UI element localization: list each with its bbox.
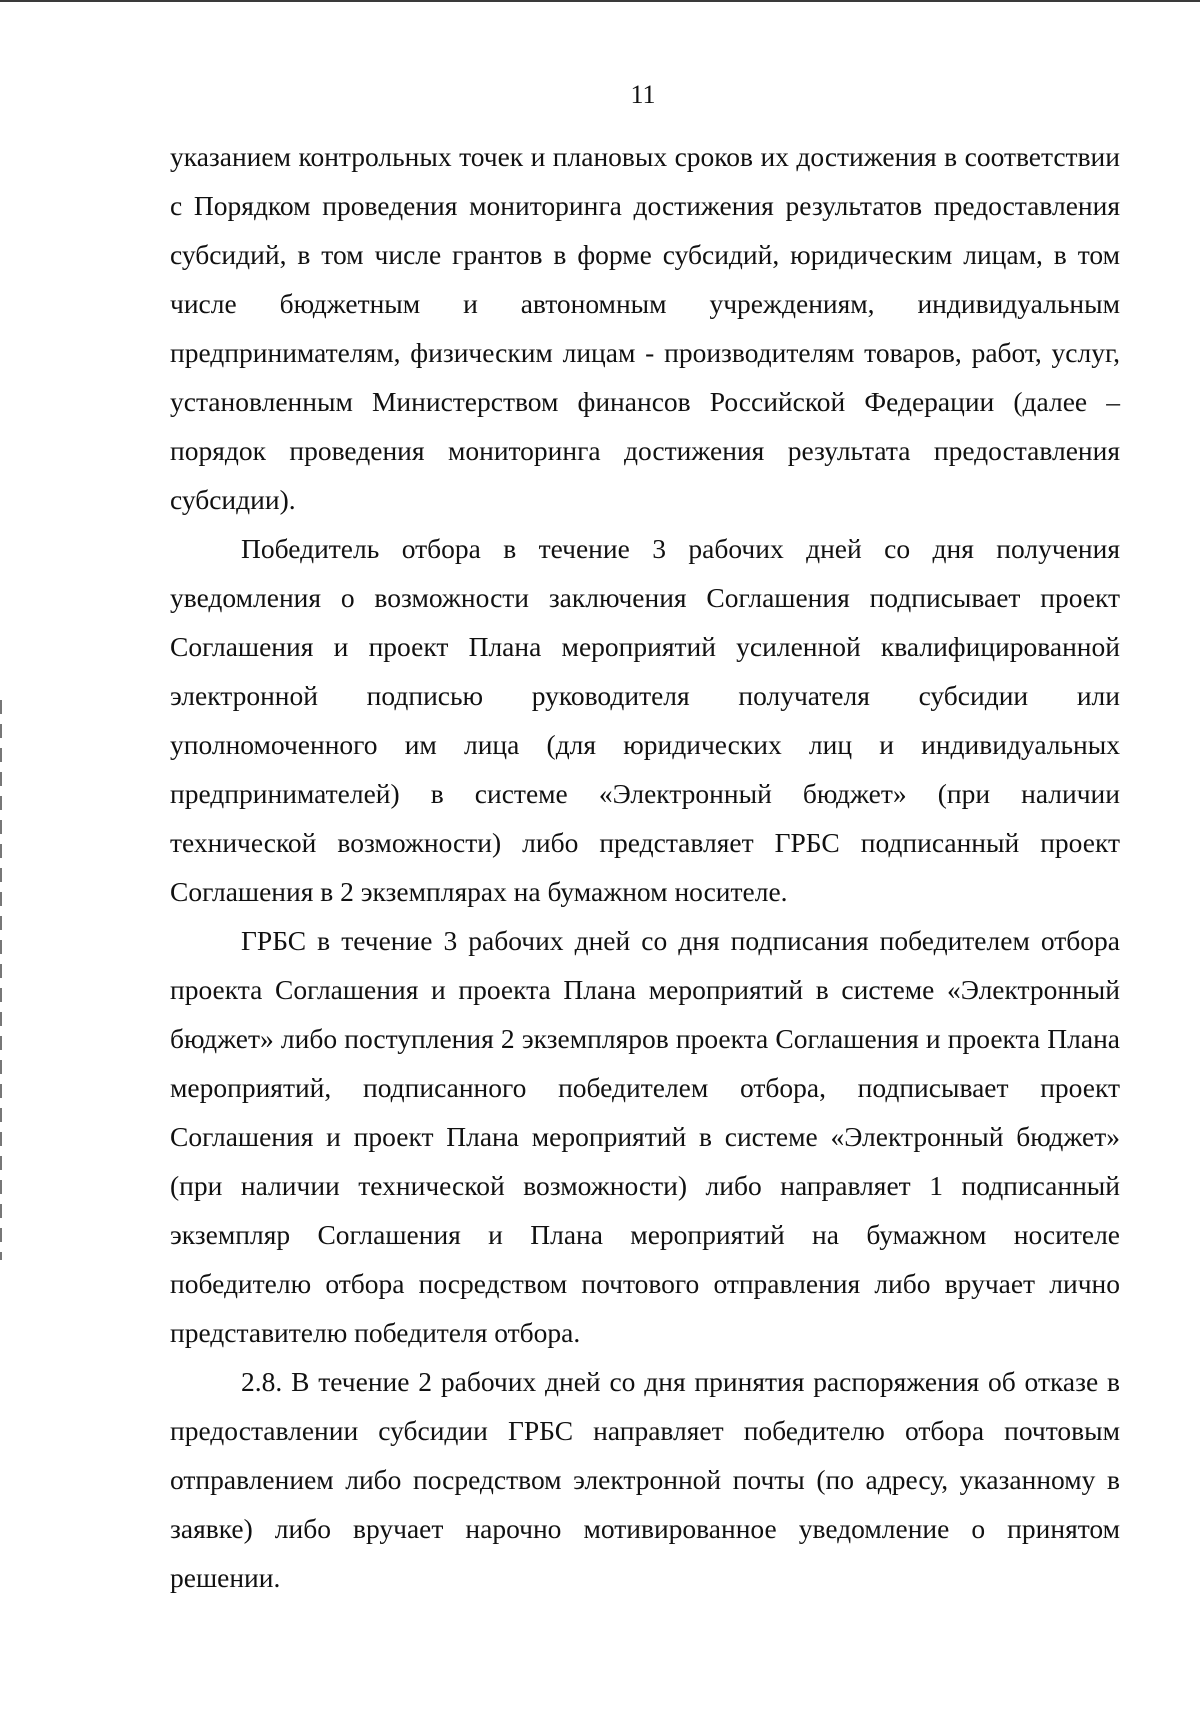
paragraph-continuation: указанием контрольных точек и плановых сроков их достижения в соответствии с Порядком проведения мониторинга достижения результатов предоставления субсидий, в том числе грантов в форме субсидий, юридическим лицам, в том числе бюджетным и автономным учреждениям, индивидуальным предпринимателям, физическим лицам - производителям товаров, работ, услуг, установленным Министерством финансов Российской Федерации (далее – порядок проведения мониторинга достижения результата предоставления субсидии).	[170, 141, 1120, 515]
paragraph-grbs-signing: ГРБС в течение 3 рабочих дней со дня подписания победителем отбора проекта Соглашения и проекта Плана мероприятий в системе «Электронный бюджет» либо поступления 2 экземпляров проекта Соглашения и проекта Плана мероприятий, подписанного победителем отбора, подписывает проект Соглашения и проект Плана мероприятий в системе «Электронный бюджет» (при наличии технической возможности) либо направляет 1 подписанный экземпляр Соглашения и Плана мероприятий на бумажном носителе победителю отбора посредством почтового отправления либо вручает лично представителю победителя отбора.	[170, 925, 1120, 1348]
scan-left-edge	[0, 700, 2, 1260]
paragraph-section-2-8: 2.8. В течение 2 рабочих дней со дня принятия распоряжения об отказе в предоставлении субсидии ГРБС направляет победителю отбора почтовым отправлением либо посредством электронной почты (по адресу, указанному в заявке) либо вручает нарочно мотивированное уведомление о принятом решении.	[170, 1366, 1120, 1593]
document-body	[170, 132, 1120, 1602]
paragraph-winner-signing: Победитель отбора в течение 3 рабочих дней со дня получения уведомления о возможности заключения Соглашения подписывает проект Соглашения и проект Плана мероприятий усиленной квалифицированной электронной подписью руководителя получателя субсидии или уполномоченного им лица (для юридических лиц и индивидуальных предпринимателей) в системе «Электронный бюджет» (при наличии технической возможности) либо представляет ГРБС подписанный проект Соглашения в 2 экземплярах на бумажном носителе.	[170, 533, 1120, 907]
scan-top-edge	[0, 0, 1200, 2]
page-number: 11	[630, 80, 656, 109]
